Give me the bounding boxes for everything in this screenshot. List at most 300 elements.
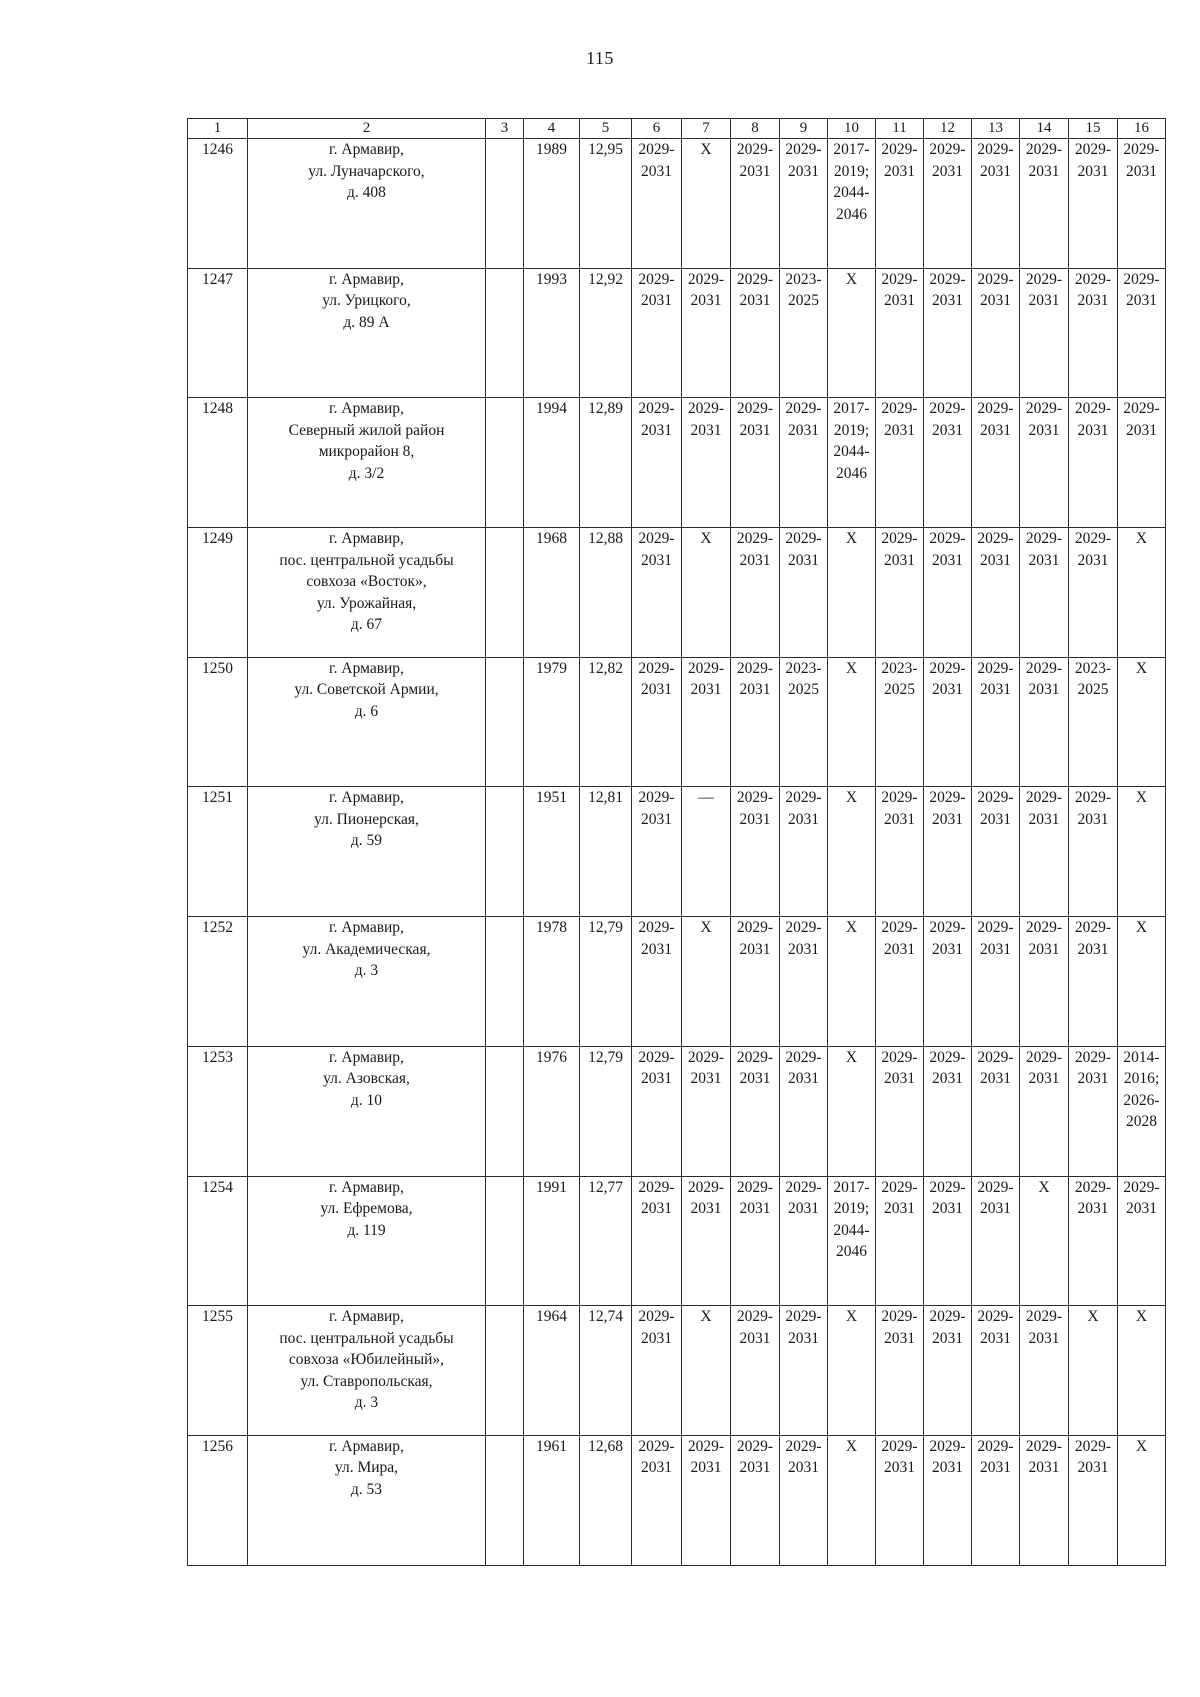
period-cell (828, 1046, 876, 1176)
period-line: 2029- (977, 789, 1014, 807)
period-line: 2031 (788, 940, 819, 958)
period-line: 2029- (929, 400, 966, 418)
period-line: 2029- (736, 1048, 774, 1066)
period-cell (1069, 1435, 1118, 1565)
address-line: ул. Пионерская, (314, 810, 419, 828)
address-line: ул. Ефремова, (320, 1200, 413, 1217)
period-cell (828, 657, 876, 787)
period-line: 2029- (638, 1308, 675, 1326)
year-cell: 1991 (524, 1176, 580, 1306)
period-cell (1069, 1046, 1118, 1176)
period-line: 2031 (980, 681, 1011, 699)
period-line: 2031 (1077, 551, 1109, 569)
period-cell (972, 268, 1020, 398)
period-line: 2044- (833, 184, 870, 201)
column-3-cell (486, 787, 524, 917)
period-line: 2029- (1025, 400, 1063, 418)
period-line: 2029- (785, 1437, 822, 1455)
period-line: 2031 (739, 421, 771, 439)
address-cell (248, 528, 486, 658)
column-header: 1 (188, 119, 248, 139)
address-line: д. 119 (347, 1221, 386, 1239)
period-line: 2029- (1025, 919, 1063, 937)
period-line: 2031 (1028, 940, 1060, 958)
column-header: 13 (972, 119, 1020, 139)
address-line: ул. Азовская, (323, 1070, 410, 1088)
period-line: 2014- (1123, 1048, 1160, 1066)
period-line: 2029- (638, 1437, 675, 1455)
period-line: 2031 (932, 551, 963, 569)
address-line: г. Армавир, (329, 919, 404, 937)
period-cell (632, 657, 682, 787)
period-line: 2029- (736, 659, 774, 677)
address-line: Северный жилой район (288, 421, 445, 439)
period-cell (632, 398, 682, 528)
period-line: 2029- (1025, 530, 1063, 548)
period-line: 2029- (638, 530, 675, 548)
period-cell (731, 398, 780, 528)
table-row (188, 917, 1166, 1047)
period-cell (1118, 139, 1166, 269)
period-cell (1069, 1176, 1118, 1306)
period-cell (632, 1176, 682, 1306)
period-line: 2025 (788, 681, 819, 699)
period-line: 2031 (690, 292, 722, 310)
period-cell (1020, 139, 1069, 269)
row-number: 1249 (188, 528, 248, 658)
period-line: 2029- (687, 1178, 725, 1196)
period-line: 2029- (638, 919, 675, 937)
period-line: 2029- (977, 270, 1014, 288)
period-line: 2026- (1123, 1091, 1160, 1109)
period-cell (731, 1176, 780, 1306)
address-cell (248, 787, 486, 917)
period-cell (1069, 528, 1118, 658)
period-line: 2031 (980, 421, 1011, 439)
period-line: 2031 (884, 810, 915, 828)
period-cell (1020, 657, 1069, 787)
period-line: Х (845, 659, 858, 677)
period-line: 2029- (1074, 1437, 1112, 1455)
period-cell (876, 1435, 924, 1565)
period-line: 2031 (932, 1200, 963, 1217)
value-cell: 12,88 (580, 528, 632, 658)
period-line: 2029- (929, 659, 966, 677)
row-number: 1251 (188, 787, 248, 917)
period-line: 2029- (736, 1437, 774, 1455)
period-line: 2023- (785, 270, 822, 288)
address-line: г. Армавир, (329, 400, 404, 418)
row-number: 1255 (188, 1306, 248, 1436)
period-line: 2029- (881, 789, 918, 807)
period-cell (682, 1306, 731, 1436)
period-line: 2029- (736, 1308, 774, 1326)
period-line: 2029- (977, 1308, 1014, 1326)
column-3-cell (486, 528, 524, 658)
period-line: 2029- (977, 530, 1014, 548)
period-cell (972, 917, 1020, 1047)
address-line: г. Армавир, (329, 1178, 404, 1196)
row-number: 1248 (188, 398, 248, 528)
period-line: Х (700, 530, 712, 548)
period-line: 2031 (1077, 421, 1109, 439)
column-header: 15 (1069, 119, 1118, 139)
address-cell (248, 917, 486, 1047)
period-cell (924, 787, 972, 917)
column-header: 10 (828, 119, 876, 139)
table-row (188, 528, 1166, 658)
period-cell (972, 1306, 1020, 1436)
period-line: 2031 (932, 940, 963, 958)
period-cell (731, 528, 780, 658)
period-line: Х (845, 789, 858, 807)
period-line: Х (700, 919, 712, 937)
period-line: 2031 (788, 1070, 819, 1088)
period-line: 2031 (641, 681, 672, 699)
address-cell (248, 268, 486, 398)
period-cell (876, 268, 924, 398)
period-cell (682, 528, 731, 658)
period-line: 2029- (1025, 270, 1063, 288)
period-line: 2031 (641, 421, 672, 439)
period-line: 2029- (929, 141, 966, 158)
period-line: 2029- (929, 1437, 966, 1455)
table-row (188, 657, 1166, 787)
address-line: пос. центральной усадьбы (279, 551, 454, 569)
period-line: 2031 (1126, 292, 1157, 310)
period-line: 2031 (1077, 940, 1109, 958)
period-line: 2031 (1126, 421, 1157, 439)
period-line: 2031 (641, 940, 672, 958)
period-cell (731, 1046, 780, 1176)
row-number: 1253 (188, 1046, 248, 1176)
period-cell (1069, 917, 1118, 1047)
period-line: 2031 (884, 1329, 915, 1347)
period-cell (924, 268, 972, 398)
table-row (188, 1435, 1166, 1565)
period-cell (632, 139, 682, 269)
period-cell (780, 657, 828, 787)
period-line: Х (1135, 789, 1148, 807)
period-line: 2031 (788, 1459, 819, 1477)
table-body (188, 139, 1166, 1566)
column-3-cell (486, 139, 524, 269)
value-cell: 12,79 (580, 917, 632, 1047)
period-line: 2031 (884, 1070, 915, 1088)
period-line: 2017- (833, 1178, 870, 1196)
period-cell (1118, 917, 1166, 1047)
period-cell (1069, 398, 1118, 528)
year-cell: 1964 (524, 1306, 580, 1436)
period-line: 2029- (687, 400, 725, 418)
address-line: д. 3/2 (348, 464, 385, 482)
period-cell (731, 268, 780, 398)
period-line: 2031 (980, 162, 1011, 180)
period-line: 2029- (881, 1308, 918, 1326)
address-line: д. 408 (347, 184, 386, 201)
period-cell (731, 787, 780, 917)
column-header: 2 (248, 119, 486, 139)
column-header: 6 (632, 119, 682, 139)
period-line: 2029- (736, 270, 774, 288)
period-line: 2031 (980, 292, 1011, 310)
address-line: совхоза «Юбилейный», (288, 1351, 445, 1369)
period-line: 2031 (1077, 1200, 1109, 1217)
period-line: 2025 (1077, 681, 1109, 699)
period-line: 2031 (1028, 681, 1060, 699)
column-3-cell (486, 1176, 524, 1306)
year-cell: 1994 (524, 398, 580, 528)
period-cell (924, 1176, 972, 1306)
period-line: 2028 (1126, 1113, 1157, 1131)
page-number: 115 (586, 48, 614, 68)
period-line: 2031 (641, 810, 672, 828)
period-line: Х (1135, 1437, 1148, 1455)
period-line: 2025 (788, 292, 819, 310)
period-line: 2029- (736, 919, 774, 937)
year-cell: 1993 (524, 268, 580, 398)
period-line: 2031 (932, 1329, 963, 1347)
period-line: 2031 (690, 681, 722, 699)
period-line: 2029- (687, 270, 725, 288)
column-header: 5 (580, 119, 632, 139)
period-line: 2031 (788, 1200, 819, 1217)
period-cell (828, 1306, 876, 1436)
period-cell (1069, 1306, 1118, 1436)
period-line: 2031 (980, 1200, 1011, 1217)
period-cell (1069, 139, 1118, 269)
period-line: 2031 (932, 1070, 963, 1088)
address-line: г. Армавир, (329, 141, 404, 158)
period-line: Х (845, 530, 858, 548)
table-row (188, 139, 1166, 269)
table-row (188, 787, 1166, 917)
address-line: д. 59 (350, 832, 383, 850)
period-cell (828, 1435, 876, 1565)
address-line: микрорайон 8, (318, 443, 415, 461)
period-line: 2029- (881, 1437, 918, 1455)
period-line: 2029- (1123, 270, 1160, 288)
period-cell (1020, 917, 1069, 1047)
period-cell (924, 528, 972, 658)
year-cell: 1989 (524, 139, 580, 269)
period-line: 2029- (638, 1178, 675, 1196)
period-cell (1020, 528, 1069, 658)
value-cell: 12,92 (580, 268, 632, 398)
period-line: 2046 (836, 1243, 867, 1260)
period-line: 2031 (980, 1459, 1011, 1477)
period-line: 2029- (1025, 789, 1063, 807)
period-cell (1020, 398, 1069, 528)
period-line: 2029- (638, 659, 675, 677)
period-line: 2029- (977, 1437, 1014, 1455)
value-cell: 12,77 (580, 1176, 632, 1306)
period-cell (876, 657, 924, 787)
period-cell (731, 139, 780, 269)
address-cell (248, 657, 486, 787)
period-line: 2029- (977, 141, 1014, 158)
row-number: 1256 (188, 1435, 248, 1565)
period-cell (876, 528, 924, 658)
column-3-cell (486, 917, 524, 1047)
period-line: 2031 (932, 292, 963, 310)
period-line: 2029- (736, 141, 774, 158)
period-line: 2031 (1028, 162, 1060, 180)
period-line: 2029- (1025, 1308, 1063, 1326)
period-line: 2031 (788, 162, 819, 180)
period-line: 2031 (788, 810, 819, 828)
period-line: — (698, 789, 714, 807)
period-cell (828, 398, 876, 528)
period-line: 2031 (739, 1070, 771, 1088)
period-cell (876, 1306, 924, 1436)
period-line: 2031 (980, 1070, 1011, 1088)
period-line: 2031 (641, 292, 672, 310)
column-3-cell (486, 1046, 524, 1176)
period-line: 2031 (1077, 1070, 1109, 1088)
period-line: 2029- (785, 789, 822, 807)
period-cell (876, 917, 924, 1047)
period-line: 2031 (884, 162, 915, 180)
period-line: 2031 (980, 551, 1011, 569)
period-cell (682, 398, 731, 528)
table-row (188, 268, 1166, 398)
table-row (188, 1176, 1166, 1306)
row-number: 1247 (188, 268, 248, 398)
period-cell (1020, 1306, 1069, 1436)
period-line: 2019; (833, 162, 870, 180)
period-cell (828, 139, 876, 269)
period-line: 2031 (1028, 1459, 1060, 1477)
period-cell (876, 139, 924, 269)
period-cell (780, 917, 828, 1047)
column-number-row (188, 119, 1166, 139)
period-line: 2029- (736, 789, 774, 807)
row-number: 1250 (188, 657, 248, 787)
period-cell (828, 787, 876, 917)
period-cell (632, 917, 682, 1047)
period-cell (924, 1046, 972, 1176)
period-line: Х (845, 1048, 858, 1066)
period-line: 2019; (833, 421, 870, 439)
value-cell: 12,89 (580, 398, 632, 528)
period-cell (780, 398, 828, 528)
period-line: 2046 (836, 464, 867, 482)
period-cell (632, 528, 682, 658)
period-line: Х (845, 270, 858, 288)
period-cell (828, 1176, 876, 1306)
period-line: 2031 (739, 292, 771, 310)
period-line: 2029- (1025, 141, 1063, 158)
value-cell: 12,82 (580, 657, 632, 787)
period-line: 2029- (687, 1048, 725, 1066)
period-line: Х (1135, 919, 1148, 937)
period-line: 2029- (785, 1048, 822, 1066)
period-cell (682, 139, 731, 269)
period-cell (972, 1176, 1020, 1306)
address-line: г. Армавир, (329, 789, 404, 807)
period-line: 2031 (739, 681, 771, 699)
period-cell (1069, 268, 1118, 398)
period-line: 2029- (1074, 1048, 1112, 1066)
period-line: 2029- (638, 400, 675, 418)
address-line: д. 10 (350, 1091, 383, 1109)
period-line: 2017- (833, 400, 870, 418)
period-line: 2031 (980, 940, 1011, 958)
period-cell (972, 657, 1020, 787)
period-cell (828, 268, 876, 398)
address-line: г. Армавир, (329, 1437, 404, 1455)
period-cell (1118, 1306, 1166, 1436)
period-line: 2031 (980, 810, 1011, 828)
table-row (188, 1306, 1166, 1436)
period-cell (876, 1176, 924, 1306)
period-cell (1118, 787, 1166, 917)
period-line: 2029- (736, 530, 774, 548)
period-cell (828, 917, 876, 1047)
period-cell (1020, 268, 1069, 398)
table-row (188, 1046, 1166, 1176)
period-line: 2029- (977, 400, 1014, 418)
column-header: 16 (1118, 119, 1166, 139)
period-line: 2031 (1126, 1200, 1157, 1217)
period-line: 2029- (881, 1178, 918, 1196)
period-line: 2016; (1123, 1070, 1160, 1088)
period-cell (731, 1306, 780, 1436)
column-header: 11 (876, 119, 924, 139)
period-cell (1118, 1435, 1166, 1565)
value-cell: 12,81 (580, 787, 632, 917)
period-line: 2031 (690, 421, 722, 439)
period-line: Х (845, 1437, 858, 1455)
address-cell (248, 1046, 486, 1176)
row-number: 1246 (188, 139, 248, 269)
period-line: 2031 (1028, 1329, 1060, 1347)
period-line: 2031 (884, 1459, 915, 1477)
period-line: 2031 (932, 162, 963, 180)
period-line: 2029- (785, 1178, 822, 1196)
period-line: 2029- (1074, 1178, 1112, 1196)
period-line: 2031 (1028, 1070, 1060, 1088)
period-line: 2029- (785, 141, 822, 158)
column-header: 9 (780, 119, 828, 139)
period-cell (924, 657, 972, 787)
period-cell (1069, 657, 1118, 787)
period-line: 2029- (1074, 919, 1112, 937)
address-cell (248, 398, 486, 528)
row-number: 1252 (188, 917, 248, 1047)
period-line: 2031 (690, 1070, 722, 1088)
period-line: 2029- (881, 270, 918, 288)
period-line: 2029- (881, 400, 918, 418)
address-line: д. 67 (350, 616, 383, 634)
period-line: Х (845, 1308, 858, 1326)
period-line: 2031 (641, 1459, 672, 1477)
row-number: 1254 (188, 1176, 248, 1306)
period-cell (780, 139, 828, 269)
value-cell: 12,74 (580, 1306, 632, 1436)
year-cell: 1976 (524, 1046, 580, 1176)
address-line: г. Армавир, (329, 530, 404, 548)
period-line: 2029- (785, 530, 822, 548)
period-line: 2031 (1077, 292, 1109, 310)
period-line: 2031 (641, 1329, 672, 1347)
period-cell (632, 1046, 682, 1176)
period-line: 2031 (1077, 1459, 1109, 1477)
period-cell (632, 787, 682, 917)
period-line: 2029- (977, 1178, 1014, 1196)
period-line: 2031 (884, 551, 915, 569)
